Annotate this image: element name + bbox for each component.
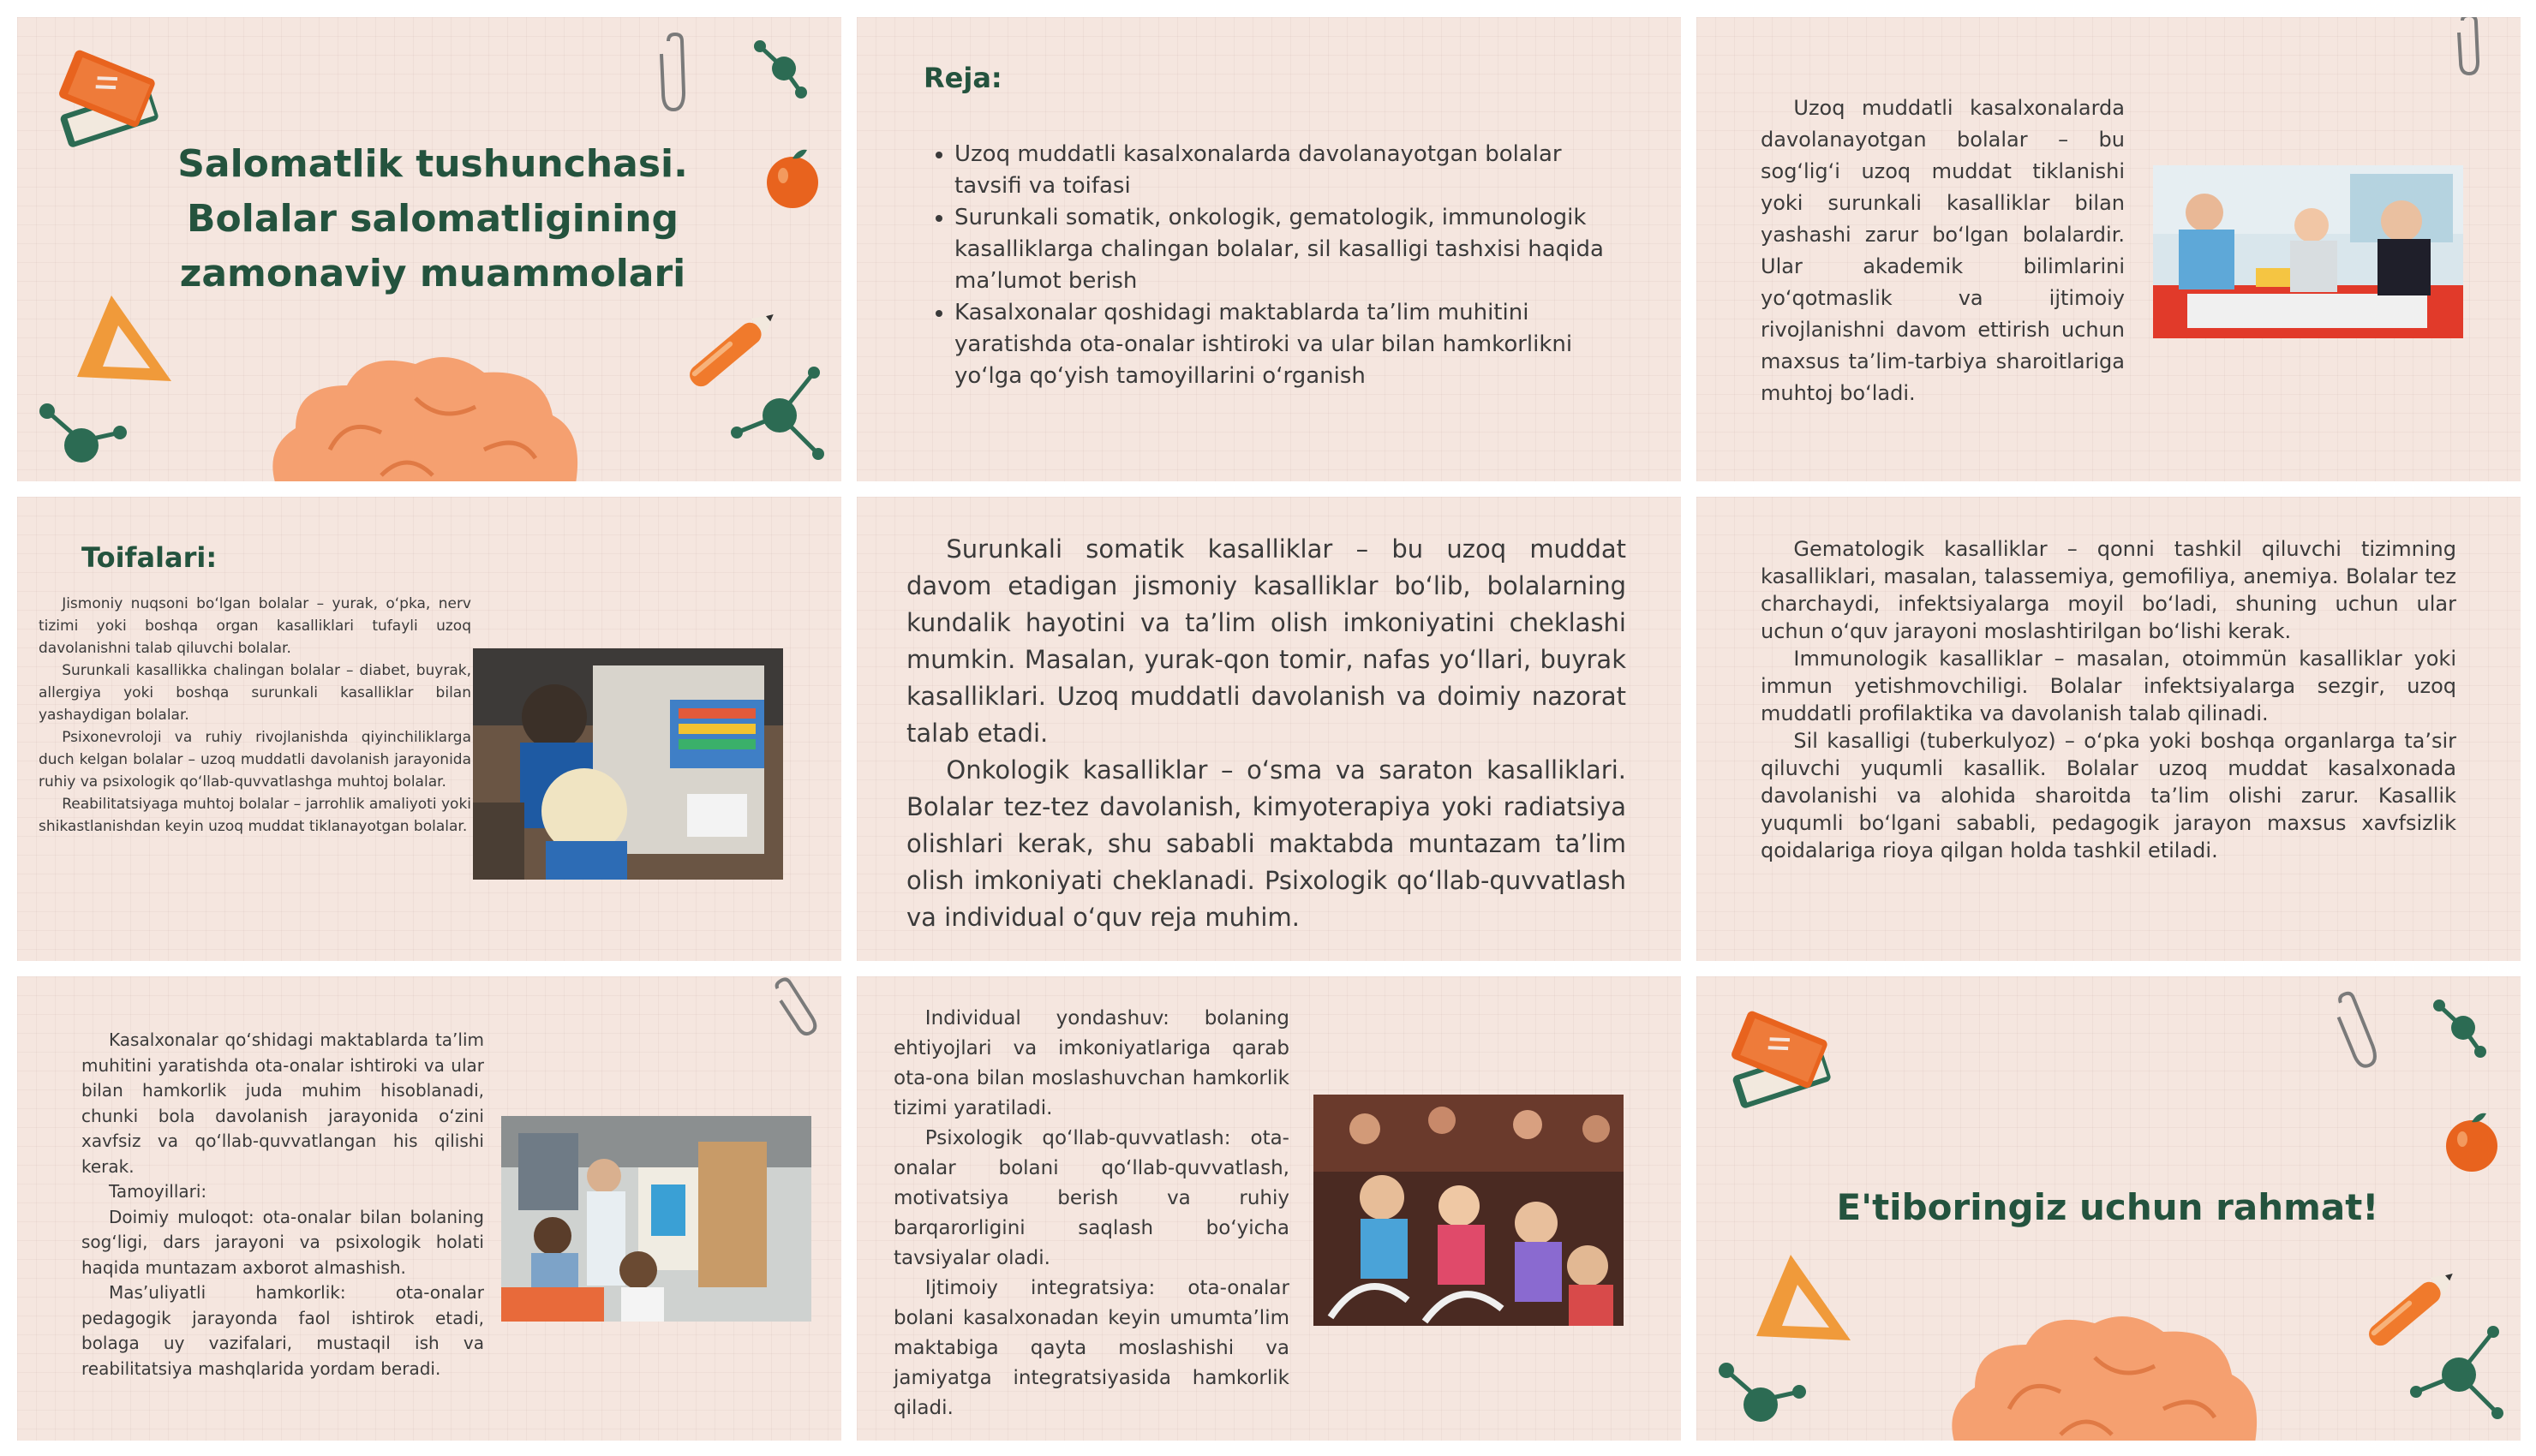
molecule-icon [2429, 994, 2497, 1062]
paragraph: Reabilitatsiyaga muhtoj bolalar – jarrohlik amaliyoti yoki shikastlanishdan keyin uzoq muddat tiklanayotgan bolalar. [39, 796, 472, 835]
slide-2-plan[interactable] [857, 17, 1681, 481]
plan-heading: Reja: [924, 62, 1002, 94]
categories-heading: Toifalari: [81, 541, 218, 574]
molecule-icon [34, 394, 129, 480]
slide-9-thanks[interactable] [1696, 976, 2521, 1441]
paragraph: Onkologik kasalliklar – o‘sma va saraton kasalliklari. Bolalar tez-tez davolanish, kimyoterapiya yoki radiatsiya olishlari kerak, shu sababli maktabda muntazam ta’lim olish imkoniyati cheklanadi. Psixologik qo‘llab-quvvatlash va individual o‘quv reja muhim. [906, 755, 1626, 932]
slide-7-parents-cooperation[interactable] [17, 976, 841, 1441]
paragraph: Gematologik kasalliklar – qonni tashkil qiluvchi tizimning kasalliklari, masalan, talassemiya, gemofiliya, anemiya. Bolalar tez charchaydi, infektsiyalarga moyil bo‘ladi, shuning uchun ular uchun o‘quv jarayoni moslashtirilgan bo‘lishi kerak. [1761, 537, 2456, 643]
paragraph: Psixonevroloji va ruhiy rivojlanishda qiyinchiliklarga duch kelgan bolalar – uzoq muddatli davolanish jarayonida ruhiy va psixologik qo‘llab-quvvatlashga muhtoj bolalar. [39, 729, 471, 791]
paragraph: Ijtimoiy integratsiya: ota-onalar bolani kasalxonadan keyin umumta’lim maktabiga qayta moslashishi va jamiyatga integratsiyasida hamkorlik qiladi. [894, 1277, 1289, 1419]
slide-6-hematologic[interactable] [1696, 497, 2521, 961]
books-icon [1714, 1002, 1842, 1131]
apple-icon [2442, 1105, 2502, 1173]
ruler-triangle-icon [60, 291, 180, 385]
list-item: • Kasalxonalar qoshidagi maktablarda ta’lim muhitini yaratishda ota-onalar ishtiroki va ular bilan hamkorlikni yo‘lga qo‘yish tamoyillarini o‘rganish [954, 297, 1623, 392]
children-audience-photo [1313, 1095, 1624, 1326]
list-item: • Uzoq muddatli kasalxonalarda davolanayotgan bolalar tavsifi va toifasi [954, 139, 1623, 202]
paperclip-icon [771, 976, 822, 1041]
somatic-text [906, 531, 1626, 936]
hematologic-text [1761, 535, 2456, 864]
molecule-icon [1714, 1353, 1808, 1439]
slide-5-somatic-oncologic[interactable] [857, 497, 1681, 961]
paperclip-icon [2335, 989, 2386, 1075]
slide-1-title[interactable] [17, 17, 841, 481]
paragraph: Surunkali somatik kasalliklar – bu uzoq muddat davom etadigan jismoniy kasalliklar bo‘lib, bolalarning kundalik hayotini va ta’lim olish imkoniyatini cheklashi mumkin. Masalan, yurak-qon tomir, nafas yo‘llari, buyrak kasalliklari. Uzoq muddatli davolanish va doimiy nazorat talab etadi. [906, 534, 1626, 748]
children-painting-photo [473, 648, 783, 880]
plan-list [932, 139, 1623, 392]
paragraph: Kasalxonalar qo‘shidagi maktablarda ta’lim muhitini yaratishda ota-onalar ishtiroki va ular bilan hamkorlik juda muhim hisoblanadi, chunki bola davolanish jarayonida o‘zini xavfsiz va qo‘llab-quvvatlangan his qilishi kerak. [81, 1029, 484, 1177]
children-drawing-photo [2153, 165, 2463, 338]
art-class-photo [501, 1116, 811, 1322]
ruler-triangle-icon [1739, 1250, 1859, 1345]
paragraph: Sil kasalligi (tuberkulyoz) – o‘pka yoki boshqa organlarga ta’sir qiluvchi yuqumli kasallik. Bolalar uzoq muddat kasalxonada davolanishi va alohida sharoitda ta’lim olishi zarur. Kasallik yuqumli bo‘lgani sababli, pedagogik jarayon maxsus xavfsizlik qoidalariga rioya qilgan holda tashkil etiladi. [1761, 729, 2456, 862]
paragraph: Doimiy muloqot: ota-onalar bilan bolaning sog‘ligi, dars jarayoni va psixologik holati haqida muntazam axborot almashish. [81, 1206, 484, 1278]
categories-text [39, 593, 471, 838]
brain-icon [261, 347, 587, 481]
paperclip-icon [2450, 17, 2493, 77]
slide-4-categories[interactable] [17, 497, 841, 961]
list-item: • Surunkali somatik, onkologik, gematologik, immunologik kasalliklarga chalingan bolalar, sil kasalligi tashxisi haqida ma’lumot berish [954, 202, 1623, 297]
thanks-title: E'tiboringiz uchun rahmat! [1836, 1186, 2379, 1228]
cooperation-text [81, 1028, 484, 1381]
paragraph: Mas’uliyatli hamkorlik: ota-onalar pedagogik jarayonda faol ishtirok etadi, bolaga uy vazifalari, mustaqil ish va reabilitatsiya mashqlarida yordam beradi. [81, 1282, 484, 1379]
brain-icon [1941, 1306, 2266, 1441]
principles-text [894, 1004, 1289, 1423]
paragraph: Tamoyillari: [109, 1181, 207, 1202]
paragraph: Psixologik qo‘llab-quvvatlash: ota-onalar bolani qo‘llab-quvvatlash, motivatsiya berish va ruhiy barqarorligini saqlash bo‘yicha tavsiyalar oladi. [894, 1127, 1289, 1269]
apple-icon [763, 141, 822, 210]
slide-3-definition[interactable] [1696, 17, 2521, 481]
molecule-icon [2407, 1319, 2510, 1430]
paragraph: Uzoq muddatli kasalxonalarda davolanayotgan bolalar – bu sog‘lig‘i uzoq muddat tiklanishi yoki surunkali kasalliklar bilan yashashi zarur bo‘lgan bolalardir. Ular akademik bilimlarini yo‘qotmaslik va ijtimoiy rivojlanishni davom ettirish uchun maxsus ta’lim-tarbiya sharoitlariga muhtoj bo‘ladi. [1761, 96, 2125, 405]
molecule-icon [750, 34, 818, 103]
definition-text [1761, 92, 2125, 409]
slide-title: Salomatlik tushunchasi. Bolalar salomatligining zamonaviy muammolari [177, 142, 688, 295]
books-icon [41, 41, 170, 170]
paragraph: Immunologik kasalliklar – masalan, otoimmün kasalliklar yoki immun yetishmovchiligi. Bolalar infektsiyalarga sezgir, uzoq muddatli profilaktika va davolanish talab qilinadi. [1761, 647, 2456, 725]
paragraph: Surunkali kasallikka chalingan bolalar – diabet, buyrak, allergiya yoki boshqa surunkali kasalliklar bilan yashaydigan bolalar. [39, 662, 471, 724]
paragraph: Individual yondashuv: bolaning ehtiyojlari va imkoniyatlariga qarab ota-ona bilan moslashuvchan hamkorlik tizimi yaratiladi. [894, 1007, 1289, 1119]
paperclip-icon [651, 33, 703, 118]
molecule-icon [728, 360, 831, 471]
slide-8-principles[interactable] [857, 976, 1681, 1441]
paragraph: Jismoniy nuqsoni bo‘lgan bolalar – yurak, o‘pka, nerv tizimi yoki boshqa organ kasalliklari tufayli uzoq davolanishni talab qiluvchi bolalar. [39, 595, 471, 657]
